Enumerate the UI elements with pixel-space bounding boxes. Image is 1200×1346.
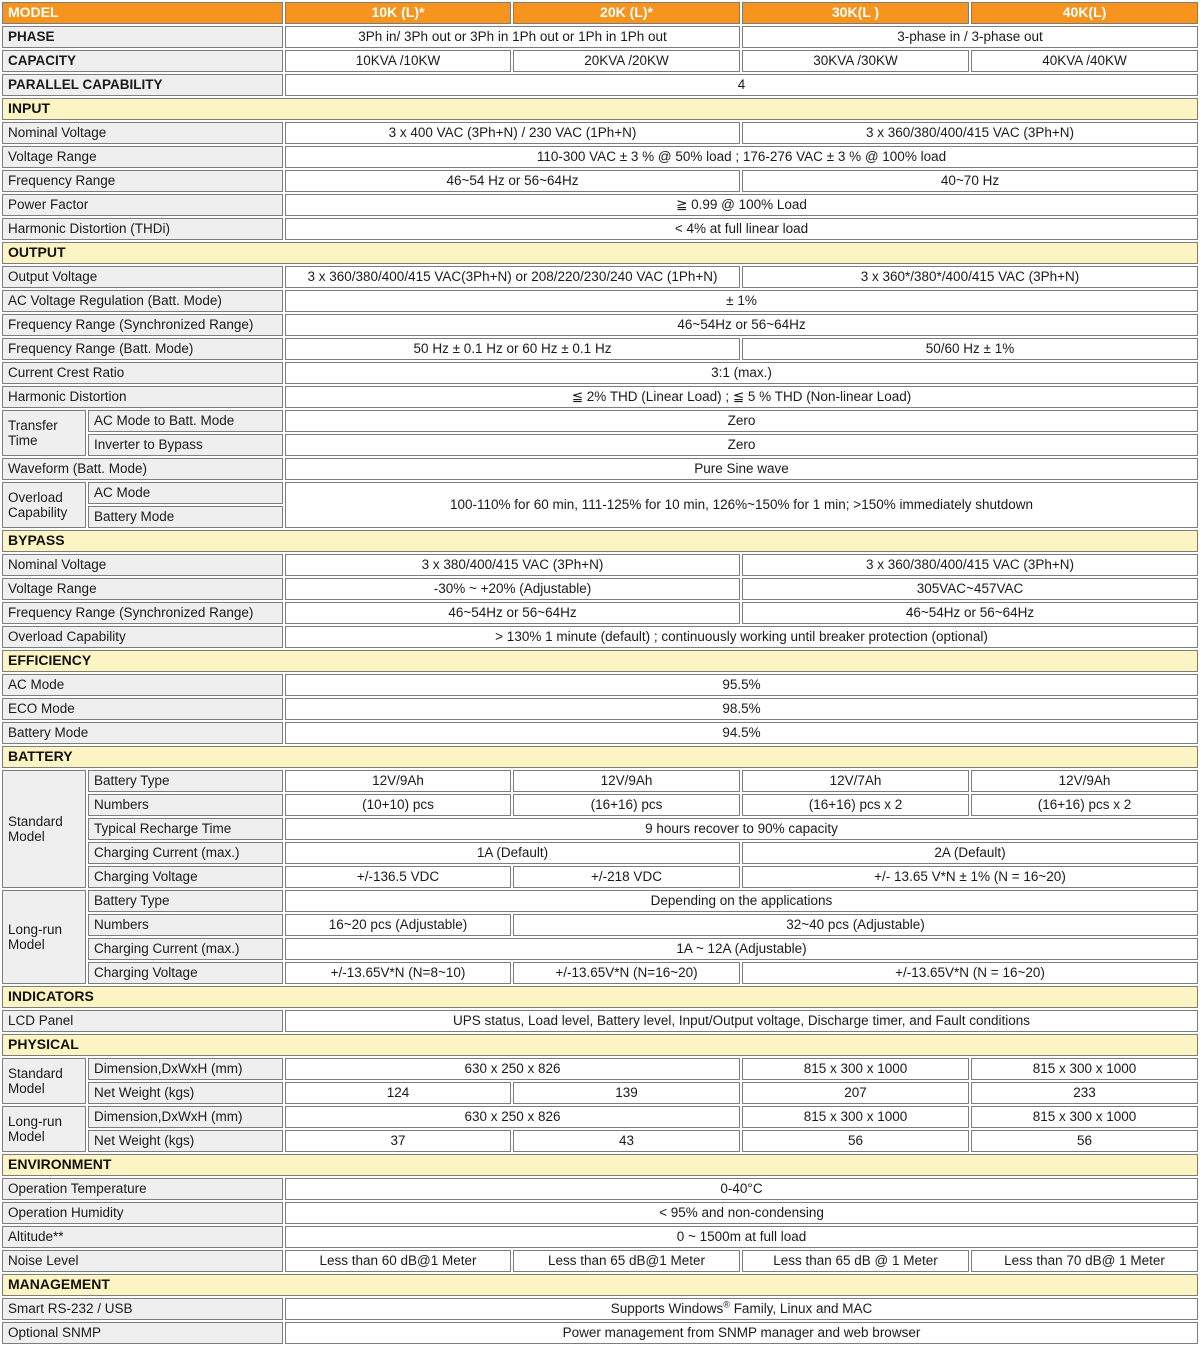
row-mgmt-snmp [2,1322,1198,1344]
input-power-factor-value: ≧ 0.99 @ 100% Load [285,194,1198,216]
bypass-voltage-range-value-10k-20k: -30% ~ +20% (Adjustable) [285,578,740,600]
input-voltage-range-value: 110-300 VAC ± 3 % @ 50% load ; 176-276 VAC ± 3 % @ 100% load [285,146,1198,168]
physical-lr-weight-label: Net Weight (kgs) [88,1130,283,1152]
battery-standard-group-label: Standard Model [2,770,86,888]
battery-std-recharge-label: Typical Recharge Time [88,818,283,840]
physical-std-dimension-value-30k: 815 x 300 x 1000 [742,1058,969,1080]
capacity-label: CAPACITY [2,50,283,72]
phase-label: PHASE [2,26,283,48]
physical-std-weight-label: Net Weight (kgs) [88,1082,283,1104]
battery-std-type-value-20k: 12V/9Ah [513,770,740,792]
physical-lr-weight-value-20k: 43 [513,1130,740,1152]
section-row-input [2,98,1198,120]
physical-std-weight-value-40k: 233 [971,1082,1198,1104]
row-output-freq-sync [2,314,1198,336]
battery-lr-voltage-value-20k: +/-13.65V*N (N=16~20) [513,962,740,984]
battery-std-numbers-value-30k: (16+16) pcs x 2 [742,794,969,816]
battery-lr-voltage-label: Charging Voltage [88,962,283,984]
row-parallel-capability [2,74,1198,96]
capacity-value-20k: 20KVA /20KW [513,50,740,72]
mgmt-snmp-label: Optional SNMP [2,1322,283,1344]
column-header-30k: 30K(L ) [742,2,969,24]
bypass-freq-sync-value-30k-40k: 46~54Hz or 56~64Hz [742,602,1198,624]
row-battery-lr-numbers [2,914,1198,936]
row-input-frequency-range [2,170,1198,192]
battery-lr-voltage-value-10k: +/-13.65V*N (N=8~10) [285,962,511,984]
row-battery-std-charging-voltage [2,866,1198,888]
header-row [2,2,1198,24]
row-battery-std-charging-current [2,842,1198,864]
model-header: MODEL [2,2,283,24]
battery-std-numbers-value-10k: (10+10) pcs [285,794,511,816]
efficiency-eco-label: ECO Mode [2,698,283,720]
section-row-output [2,242,1198,264]
row-physical-lr-dimension [2,1106,1198,1128]
row-battery-std-numbers [2,794,1198,816]
output-freq-batt-label: Frequency Range (Batt. Mode) [2,338,283,360]
battery-std-numbers-value-20k: (16+16) pcs [513,794,740,816]
lcd-panel-label: LCD Panel [2,1010,283,1032]
env-noise-value-20k: Less than 65 dB@1 Meter [513,1250,740,1272]
row-physical-lr-weight [2,1130,1198,1152]
env-altitude-value: 0 ~ 1500m at full load [285,1226,1198,1248]
row-bypass-overload [2,626,1198,648]
output-ac-regulation-label: AC Voltage Regulation (Batt. Mode) [2,290,283,312]
registered-trademark-symbol: ® [723,1299,730,1310]
input-frequency-range-value-30k-40k: 40~70 Hz [742,170,1198,192]
output-crest-ratio-label: Current Crest Ratio [2,362,283,384]
row-bypass-voltage-range [2,578,1198,600]
section-title-indicators: INDICATORS [2,986,1198,1008]
row-waveform [2,458,1198,480]
column-header-10k: 10K (L)* [285,2,511,24]
row-input-harmonic-distortion [2,218,1198,240]
input-nominal-voltage-value-10k-20k: 3 x 400 VAC (3Ph+N) / 230 VAC (1Ph+N) [285,122,740,144]
capacity-value-30k: 30KVA /30KW [742,50,969,72]
row-output-crest-ratio [2,362,1198,384]
row-transfer-time-1 [2,410,1198,432]
row-bypass-nominal-voltage [2,554,1198,576]
row-battery-lr-type [2,890,1198,912]
battery-std-recharge-value: 9 hours recover to 90% capacity [285,818,1198,840]
bypass-freq-sync-label: Frequency Range (Synchronized Range) [2,602,283,624]
env-temperature-label: Operation Temperature [2,1178,283,1200]
output-voltage-value-10k-20k: 3 x 360/380/400/415 VAC(3Ph+N) or 208/220/230/240 VAC (1Ph+N) [285,266,740,288]
row-physical-std-dimension [2,1058,1198,1080]
output-ac-regulation-value: ± 1% [285,290,1198,312]
row-battery-std-recharge [2,818,1198,840]
physical-standard-group-label: Standard Model [2,1058,86,1104]
output-voltage-value-30k-40k: 3 x 360*/380*/400/415 VAC (3Ph+N) [742,266,1198,288]
bypass-overload-label: Overload Capability [2,626,283,648]
column-header-20k: 20K (L)* [513,2,740,24]
row-env-altitude [2,1226,1198,1248]
section-row-indicators [2,986,1198,1008]
overload-ac-mode-label: AC Mode [88,482,283,504]
section-row-battery [2,746,1198,768]
overload-value: 100-110% for 60 min, 111-125% for 10 min, 126%~150% for 1 min; >150% immediately shutdown [285,482,1198,528]
physical-std-dimension-label: Dimension,DxWxH (mm) [88,1058,283,1080]
input-nominal-voltage-label: Nominal Voltage [2,122,283,144]
efficiency-ac-label: AC Mode [2,674,283,696]
row-efficiency-ac [2,674,1198,696]
output-freq-sync-value: 46~54Hz or 56~64Hz [285,314,1198,336]
section-title-physical: PHYSICAL [2,1034,1198,1056]
transfer-time-group-label: Transfer Time [2,410,86,456]
row-phase [2,26,1198,48]
section-title-environment: ENVIRONMENT [2,1154,1198,1176]
mgmt-rs232-value-suffix: Family, Linux and MAC [729,1301,873,1317]
env-noise-value-30k: Less than 65 dB @ 1 Meter [742,1250,969,1272]
section-row-bypass [2,530,1198,552]
env-noise-label: Noise Level [2,1250,283,1272]
overload-group-label: Overload Capability [2,482,86,528]
physical-lr-weight-value-40k: 56 [971,1130,1198,1152]
row-input-nominal-voltage [2,122,1198,144]
battery-std-voltage-label: Charging Voltage [88,866,283,888]
env-humidity-value: < 95% and non-condensing [285,1202,1198,1224]
efficiency-battery-value: 94.5% [285,722,1198,744]
battery-std-current-label: Charging Current (max.) [88,842,283,864]
waveform-label: Waveform (Batt. Mode) [2,458,283,480]
bypass-overload-value: > 130% 1 minute (default) ; continuously working until breaker protection (optional) [285,626,1198,648]
output-voltage-label: Output Voltage [2,266,283,288]
bypass-voltage-range-label: Voltage Range [2,578,283,600]
efficiency-eco-value: 98.5% [285,698,1198,720]
input-frequency-range-value-10k-20k: 46~54 Hz or 56~64Hz [285,170,740,192]
section-title-bypass: BYPASS [2,530,1198,552]
row-overload-1 [2,482,1198,504]
output-harmonic-value: ≦ 2% THD (Linear Load) ; ≦ 5 % THD (Non-linear Load) [285,386,1198,408]
battery-std-voltage-value-20k: +/-218 VDC [513,866,740,888]
physical-std-dimension-value-40k: 815 x 300 x 1000 [971,1058,1198,1080]
row-mgmt-rs232 [2,1298,1198,1320]
physical-lr-dimension-value-40k: 815 x 300 x 1000 [971,1106,1198,1128]
input-power-factor-label: Power Factor [2,194,283,216]
battery-std-voltage-value-30k-40k: +/- 13.65 V*N ± 1% (N = 16~20) [742,866,1198,888]
parallel-label: PARALLEL CAPABILITY [2,74,283,96]
input-voltage-range-label: Voltage Range [2,146,283,168]
bypass-freq-sync-value-10k-20k: 46~54Hz or 56~64Hz [285,602,740,624]
battery-lr-numbers-value-10k: 16~20 pcs (Adjustable) [285,914,511,936]
transfer-inverter-bypass-value: Zero [285,434,1198,456]
efficiency-ac-value: 95.5% [285,674,1198,696]
waveform-value: Pure Sine wave [285,458,1198,480]
physical-lr-dimension-value-30k: 815 x 300 x 1000 [742,1106,969,1128]
row-battery-std-type [2,770,1198,792]
battery-std-type-label: Battery Type [88,770,283,792]
physical-std-weight-value-30k: 207 [742,1082,969,1104]
section-row-physical [2,1034,1198,1056]
battery-lr-type-label: Battery Type [88,890,283,912]
capacity-value-40k: 40KVA /40KW [971,50,1198,72]
phase-value-30k-40k: 3-phase in / 3-phase out [742,26,1198,48]
output-crest-ratio-value: 3:1 (max.) [285,362,1198,384]
section-title-battery: BATTERY [2,746,1198,768]
physical-longrun-group-label: Long-run Model [2,1106,86,1152]
physical-lr-weight-value-30k: 56 [742,1130,969,1152]
battery-std-current-value-10k-20k: 1A (Default) [285,842,740,864]
row-physical-std-weight [2,1082,1198,1104]
env-altitude-label: Altitude** [2,1226,283,1248]
bypass-nominal-voltage-value-10k-20k: 3 x 380/400/415 VAC (3Ph+N) [285,554,740,576]
mgmt-rs232-value [285,1298,1198,1320]
env-noise-value-40k: Less than 70 dB@ 1 Meter [971,1250,1198,1272]
row-efficiency-battery [2,722,1198,744]
input-nominal-voltage-value-30k-40k: 3 x 360/380/400/415 VAC (3Ph+N) [742,122,1198,144]
env-humidity-label: Operation Humidity [2,1202,283,1224]
physical-lr-dimension-label: Dimension,DxWxH (mm) [88,1106,283,1128]
row-transfer-time-2 [2,434,1198,456]
battery-lr-current-value: 1A ~ 12A (Adjustable) [285,938,1198,960]
physical-lr-weight-value-10k: 37 [285,1130,511,1152]
column-header-40k: 40K(L) [971,2,1198,24]
section-row-efficiency [2,650,1198,672]
battery-lr-type-value: Depending on the applications [285,890,1198,912]
mgmt-snmp-value: Power management from SNMP manager and web browser [285,1322,1198,1344]
physical-lr-dimension-value-10k-20k: 630 x 250 x 826 [285,1106,740,1128]
row-env-humidity [2,1202,1198,1224]
section-title-input: INPUT [2,98,1198,120]
row-battery-lr-charging-voltage [2,962,1198,984]
physical-std-dimension-value-10k-20k: 630 x 250 x 826 [285,1058,740,1080]
section-row-management [2,1274,1198,1296]
physical-std-weight-value-20k: 139 [513,1082,740,1104]
battery-std-current-value-30k-40k: 2A (Default) [742,842,1198,864]
battery-std-type-value-40k: 12V/9Ah [971,770,1198,792]
battery-std-voltage-value-10k: +/-136.5 VDC [285,866,511,888]
row-env-temperature [2,1178,1198,1200]
bypass-voltage-range-value-30k-40k: 305VAC~457VAC [742,578,1198,600]
transfer-inverter-bypass-label: Inverter to Bypass [88,434,283,456]
phase-value-10k-20k: 3Ph in/ 3Ph out or 3Ph in 1Ph out or 1Ph in 1Ph out [285,26,740,48]
input-thdi-value: < 4% at full linear load [285,218,1198,240]
row-input-power-factor [2,194,1198,216]
battery-lr-numbers-value-20k-40k: 32~40 pcs (Adjustable) [513,914,1198,936]
efficiency-battery-label: Battery Mode [2,722,283,744]
row-output-voltage [2,266,1198,288]
row-bypass-freq-sync [2,602,1198,624]
section-title-efficiency: EFFICIENCY [2,650,1198,672]
env-temperature-value: 0-40°C [285,1178,1198,1200]
row-capacity [2,50,1198,72]
row-efficiency-eco [2,698,1198,720]
output-freq-batt-value-10k-20k: 50 Hz ± 0.1 Hz or 60 Hz ± 0.1 Hz [285,338,740,360]
battery-std-numbers-label: Numbers [88,794,283,816]
battery-std-numbers-value-40k: (16+16) pcs x 2 [971,794,1198,816]
row-lcd-panel [2,1010,1198,1032]
input-thdi-label: Harmonic Distortion (THDi) [2,218,283,240]
row-output-harmonic-distortion [2,386,1198,408]
bypass-nominal-voltage-value-30k-40k: 3 x 360/380/400/415 VAC (3Ph+N) [742,554,1198,576]
row-output-freq-batt [2,338,1198,360]
transfer-ac-to-batt-value: Zero [285,410,1198,432]
overload-battery-mode-label: Battery Mode [88,506,283,528]
mgmt-rs232-label: Smart RS-232 / USB [2,1298,283,1320]
row-output-ac-regulation [2,290,1198,312]
battery-lr-current-label: Charging Current (max.) [88,938,283,960]
row-input-voltage-range [2,146,1198,168]
bypass-nominal-voltage-label: Nominal Voltage [2,554,283,576]
mgmt-rs232-value-prefix: Supports Windows [610,1301,724,1317]
battery-std-type-value-10k: 12V/9Ah [285,770,511,792]
output-harmonic-label: Harmonic Distortion [2,386,283,408]
battery-lr-numbers-label: Numbers [88,914,283,936]
battery-longrun-group-label: Long-run Model [2,890,86,984]
transfer-ac-to-batt-label: AC Mode to Batt. Mode [88,410,283,432]
section-title-management: MANAGEMENT [2,1274,1198,1296]
battery-lr-voltage-value-30k-40k: +/-13.65V*N (N = 16~20) [742,962,1198,984]
row-env-noise [2,1250,1198,1272]
section-title-output: OUTPUT [2,242,1198,264]
env-noise-value-10k: Less than 60 dB@1 Meter [285,1250,511,1272]
capacity-value-10k: 10KVA /10KW [285,50,511,72]
input-frequency-range-label: Frequency Range [2,170,283,192]
lcd-panel-value: UPS status, Load level, Battery level, Input/Output voltage, Discharge timer, and Fault conditions [285,1010,1198,1032]
output-freq-sync-label: Frequency Range (Synchronized Range) [2,314,283,336]
battery-std-type-value-30k: 12V/7Ah [742,770,969,792]
row-battery-lr-charging-current [2,938,1198,960]
output-freq-batt-value-30k-40k: 50/60 Hz ± 1% [742,338,1198,360]
section-row-environment [2,1154,1198,1176]
parallel-value: 4 [285,74,1198,96]
physical-std-weight-value-10k: 124 [285,1082,511,1104]
